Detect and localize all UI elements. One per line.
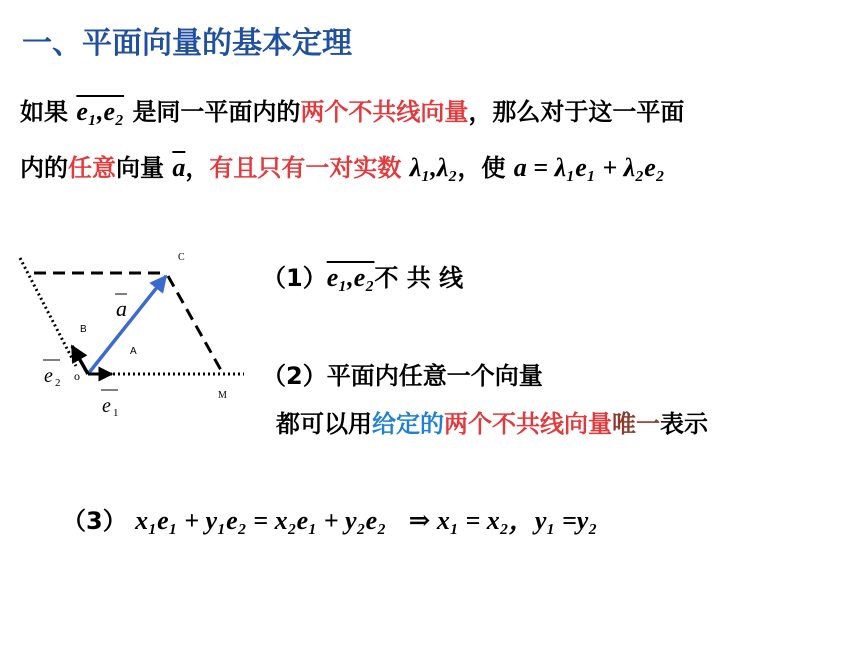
- point-2-line-2: [276, 404, 708, 439]
- theorem-mid: 是同一平面内的: [132, 98, 301, 126]
- vector-word: 向量: [116, 154, 164, 182]
- label-e2: e: [44, 365, 53, 387]
- point-1-number: （1）: [262, 264, 327, 292]
- point-3: [62, 500, 597, 537]
- point-3-formula: x₁e₁ + y₁e₂ = x₂e₁ + y₂e₂: [135, 506, 387, 535]
- given-highlight: 给定的: [372, 410, 444, 438]
- parallelogram-diagram: [0, 240, 260, 430]
- point-1: [262, 258, 463, 293]
- theorem-prefix: 如果: [20, 98, 68, 126]
- point-1-text: 不 共 线: [374, 264, 464, 292]
- decomposition-formula: a = λ₁e₁ + λ₂e₂: [513, 153, 665, 182]
- non-collinear-highlight: 两个不共线向量: [300, 98, 469, 126]
- represent-word: 表示: [660, 410, 708, 438]
- vector-a: $\overline{a}$: [172, 153, 186, 182]
- label-A: A: [130, 346, 137, 357]
- label-e1-sub: 1: [113, 407, 119, 419]
- label-M: M: [218, 390, 227, 401]
- basis-vectors: e₁,e₂: [76, 97, 125, 126]
- label-B: B: [80, 324, 87, 335]
- label-o: o: [74, 369, 80, 383]
- page-title: 一、平面向量的基本定理: [22, 26, 352, 61]
- label-vector-a: a: [116, 296, 127, 321]
- point-2-can-use: 都可以用: [276, 410, 372, 438]
- point-2-text: 平面内任意一个向量: [326, 362, 543, 390]
- label-e2-sub: 2: [55, 377, 61, 389]
- point-2-number: （2）: [262, 362, 327, 390]
- comma: ，: [185, 154, 210, 182]
- point-3-number: （3）: [62, 507, 127, 535]
- point-2: [262, 356, 543, 391]
- unique-highlight: 唯一: [612, 410, 660, 438]
- theorem-line2-prefix: 内的: [20, 154, 68, 182]
- vector-a-arrow: [88, 276, 166, 374]
- label-e1: e: [102, 395, 111, 417]
- unique-pair-highlight: 有且只有一对实数: [209, 154, 402, 182]
- arbitrary-highlight: 任意: [68, 154, 116, 182]
- dashed-right-edge: [168, 276, 222, 372]
- point-3-implication: ⇒ x₁ = x₂，y₁ =y₂: [408, 506, 598, 535]
- dotted-left-line: [20, 258, 76, 366]
- lambda-pair: λ₁,λ₂: [409, 153, 458, 182]
- theorem-line-1: [20, 92, 684, 127]
- point-1-vectors: e₁,e₂: [326, 263, 375, 292]
- two-noncollinear-highlight: 两个不共线向量: [444, 410, 612, 438]
- label-C: C: [178, 252, 185, 263]
- theorem-line-2: [20, 148, 665, 183]
- use-word: ，使: [457, 154, 506, 182]
- theorem-suffix: ，那么对于这一平面: [468, 98, 685, 126]
